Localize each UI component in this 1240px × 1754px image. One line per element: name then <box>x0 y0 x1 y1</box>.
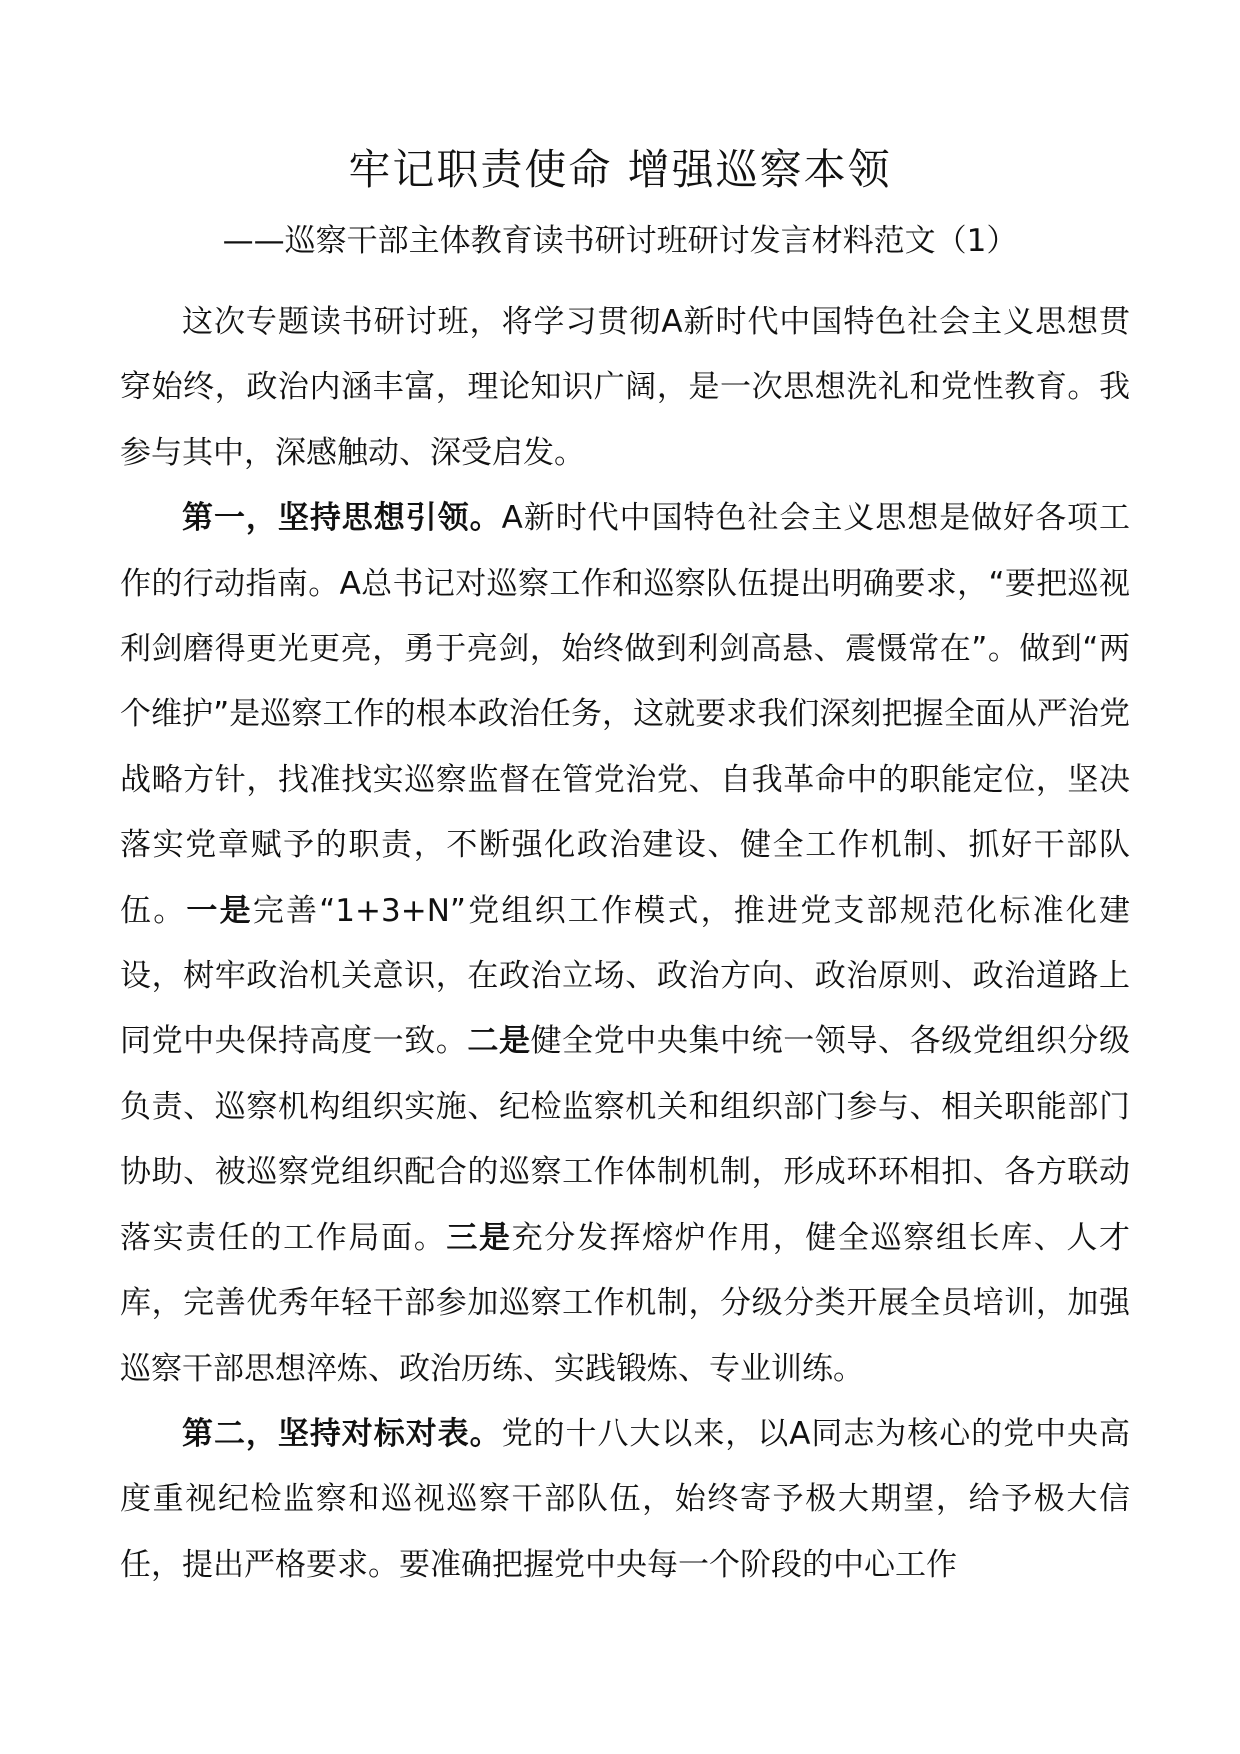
paragraph-intro <box>120 290 1130 486</box>
enumeration-marker: 一是 <box>186 892 253 929</box>
paragraph-second-point <box>120 1402 1130 1598</box>
document-subtitle: ——巡察干部主体教育读书研讨班研讨发言材料范文（1） <box>222 223 1018 259</box>
paragraph-text: A新时代中国特色社会主义思想是做好各项工作的行动指南。A总书记对巡察工作和巡察队伍提出明确要求，“要把巡视利剑磨得更光更亮，勇于亮剑，始终做到利剑高悬、震慑常在”。做到“两个维护”是巡察工作的根本政治任务，这就要求我们深刻把握全面从严治党战略方针，找准找实巡察监督在管党治党、自我革命中的职能定位，坚决落实党章赋予的职责，不断强化政治建设、健全工作机制、抓好干部队伍。 <box>120 500 1130 929</box>
section-heading: 第二，坚持对标对表。 <box>182 1415 502 1452</box>
section-heading: 第一，坚持思想引领。 <box>182 500 502 537</box>
paragraph-text: 健全党中央集中统一领导、各级党组织分级负责、巡察机构组织实施、纪检监察机关和组织部门参与、相关职能部门协助、被巡察党组织配合的巡察工作体制机制，形成环环相扣、各方联动落实责任的工作局面。 <box>120 1023 1131 1256</box>
paragraph-text: 党的十八大以来，以A同志为核心的党中央高度重视纪检监察和巡视巡察干部队伍，始终寄予极大期望，给予极大信任，提出严格要求。要准确把握党中央每一个阶段的中心工作 <box>120 1415 1130 1583</box>
enumeration-marker: 二是 <box>467 1023 531 1060</box>
paragraph-text: 完善“1+3+N”党组织工作模式，推进党支部规范化标准化建设，树牢政治机关意识，在政治立场、政治方向、政治原则、政治道路上同党中央保持高度一致。 <box>120 892 1131 1060</box>
paragraph-first-point <box>120 486 1130 1402</box>
paragraph-text: 这次专题读书研讨班，将学习贯彻A新时代中国特色社会主义思想贯穿始终，政治内涵丰富，理论知识广阔，是一次思想洗礼和党性教育。我参与其中，深感触动、深受启发。 <box>120 304 1130 471</box>
document-body <box>120 290 1130 1598</box>
document-title: 牢记职责使命 增强巡察本领 <box>348 145 892 194</box>
enumeration-marker: 三是 <box>446 1219 512 1256</box>
paragraph-text: 充分发挥熔炉作用，健全巡察组长库、人才库，完善优秀年轻干部参加巡察工作机制，分级分类开展全员培训，加强巡察干部思想淬炼、政治历练、实践锻炼、专业训练。 <box>120 1219 1131 1387</box>
